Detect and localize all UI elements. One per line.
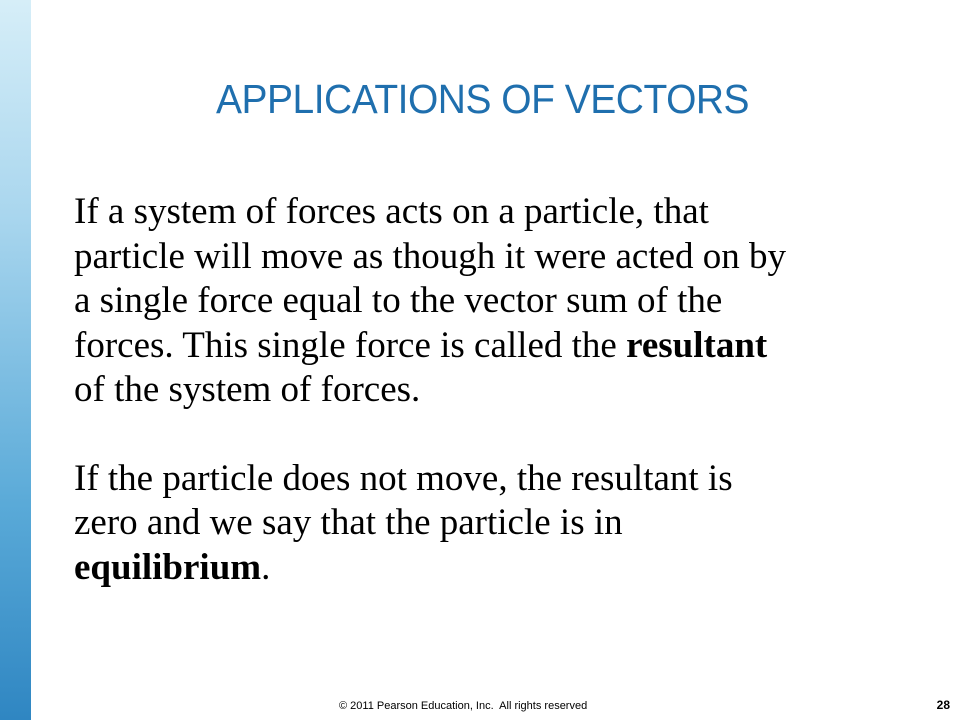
body-line: of the system of forces. (74, 369, 421, 410)
body-line (74, 324, 934, 369)
paragraph-equilibrium (74, 457, 934, 591)
term-resultant: resultant (626, 324, 768, 366)
page-number: 28 (936, 698, 950, 712)
body-line: If a system of forces acts on a particle, that (74, 191, 709, 232)
sidebar-gradient-strip (0, 0, 31, 720)
body-line (74, 546, 934, 591)
body-line: zero and we say that the particle is in (74, 502, 623, 543)
body-line: If the particle does not move, the resultant is (74, 457, 733, 499)
paragraph-resultant (74, 190, 934, 413)
term-equilibrium: equilibrium (74, 546, 262, 588)
body-text-segment: . (261, 546, 271, 588)
body-line: a single force equal to the vector sum of the (74, 280, 723, 321)
slide-body (74, 190, 934, 590)
body-text-segment: forces. This single force is called the (74, 324, 627, 366)
body-line: particle will move as though it were acted on by (74, 235, 787, 277)
copyright-footer: © 2011 Pearson Education, Inc. All rights reserved (339, 700, 588, 712)
slide-title: APPLICATIONS OF VECTORS (216, 76, 750, 122)
